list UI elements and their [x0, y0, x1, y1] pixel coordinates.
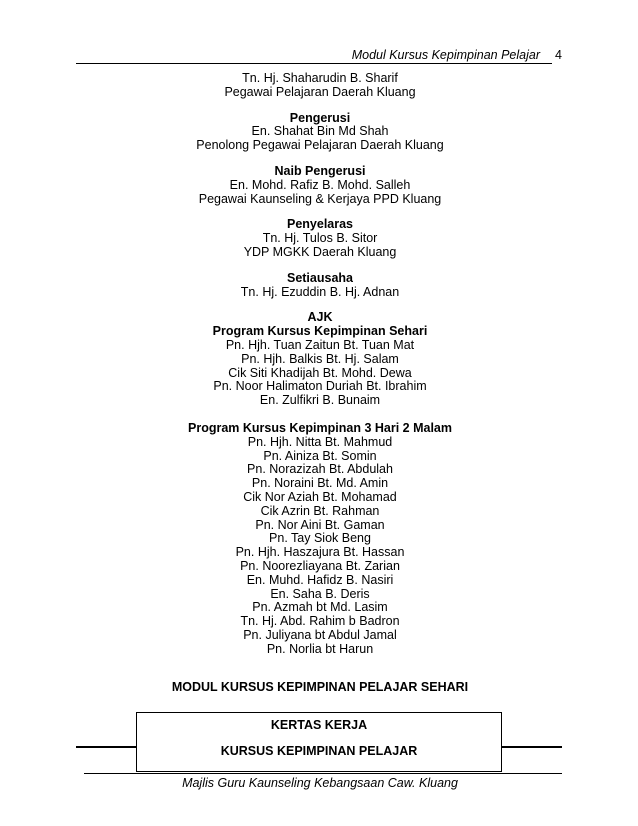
list-item: Pn. Azmah bt Md. Lasim: [252, 600, 388, 615]
side-rule-right: [501, 746, 562, 748]
setiausaha-heading: Setiausaha: [286, 270, 353, 285]
list-item: Pn. Noor Halimaton Duriah Bt. Ibrahim: [213, 379, 427, 394]
penyelaras-name: Tn. Hj. Tulos B. Sitor: [262, 231, 378, 246]
list-item: Pn. Ainiza Bt. Somin: [263, 448, 377, 463]
list-item: Pn. Norazizah Bt. Abdulah: [247, 462, 393, 477]
footer-rule: [84, 773, 562, 774]
pengerusi-role: Penolong Pegawai Pelajaran Daerah Kluang: [196, 138, 444, 153]
list-item: Pn. Noorezliayana Bt. Zarian: [240, 558, 400, 573]
naib-pengerusi-role: Pegawai Kaunseling & Kerjaya PPD Kluang: [198, 191, 442, 206]
header-rule: [76, 63, 552, 64]
penasihat-name: Tn. Hj. Shaharudin B. Sharif: [242, 71, 398, 85]
header-title: Modul Kursus Kepimpinan Pelajar: [351, 48, 540, 62]
list-item: Pn. Norlia bt Harun: [266, 641, 374, 656]
list-item: Pn. Juliyana bt Abdul Jamal: [243, 627, 397, 642]
penasihat-role: Pegawai Pelajaran Daerah Kluang: [224, 84, 416, 99]
naib-pengerusi-name: En. Mohd. Rafiz B. Mohd. Salleh: [229, 177, 411, 192]
setiausaha-name: Tn. Hj. Ezuddin B. Hj. Adnan: [240, 284, 400, 299]
pengerusi-name: En. Shahat Bin Md Shah: [251, 124, 389, 139]
list-item: En. Zulfikri B. Bunaim: [259, 393, 381, 408]
committee-list: [60, 72, 580, 656]
list-item: Cik Nor Aziah Bt. Mohamad: [243, 489, 397, 504]
list-item: En. Muhd. Hafidz B. Nasiri: [246, 572, 394, 587]
box-title-line2: KURSUS KEPIMPINAN PELAJAR: [220, 744, 418, 758]
list-item: Cik Siti Khadijah Bt. Mohd. Dewa: [228, 365, 412, 380]
page-header: [76, 42, 562, 64]
program1-title: Program Kursus Kepimpinan Sehari: [212, 324, 428, 339]
page-number: 4: [555, 48, 562, 62]
list-item: Pn. Tay Siok Beng: [269, 531, 371, 546]
list-item: Pn. Hjh. Nitta Bt. Mahmud: [247, 434, 393, 449]
program2-title: Program Kursus Kepimpinan 3 Hari 2 Malam: [188, 420, 452, 435]
list-item: Tn. Hj. Abd. Rahim b Badron: [240, 614, 400, 629]
naib-pengerusi-heading: Naib Pengerusi: [274, 163, 366, 178]
list-item: Pn. Nor Aini Bt. Gaman: [255, 517, 385, 532]
ajk-heading: AJK: [307, 310, 333, 325]
list-item: En. Saha B. Deris: [270, 586, 370, 601]
list-item: Cik Azrin Bt. Rahman: [260, 503, 380, 518]
list-item: Pn. Hjh. Balkis Bt. Hj. Salam: [241, 351, 399, 366]
box-title-line1: KERTAS KERJA: [270, 718, 368, 732]
penyelaras-role: YDP MGKK Daerah Kluang: [243, 244, 397, 259]
list-item: Pn. Hjh. Haszajura Bt. Hassan: [235, 545, 405, 560]
side-rule-left: [76, 746, 136, 748]
module-title: MODUL KURSUS KEPIMPINAN PELAJAR SEHARI: [171, 680, 469, 694]
penyelaras-heading: Penyelaras: [286, 217, 354, 232]
list-item: Pn. Hjh. Tuan Zaitun Bt. Tuan Mat: [225, 337, 415, 352]
title-box: [136, 712, 502, 772]
footer-text: Majlis Guru Kaunseling Kebangsaan Caw. Kluang: [182, 776, 458, 790]
list-item: Pn. Noraini Bt. Md. Amin: [251, 476, 389, 491]
pengerusi-heading: Pengerusi: [289, 110, 351, 125]
